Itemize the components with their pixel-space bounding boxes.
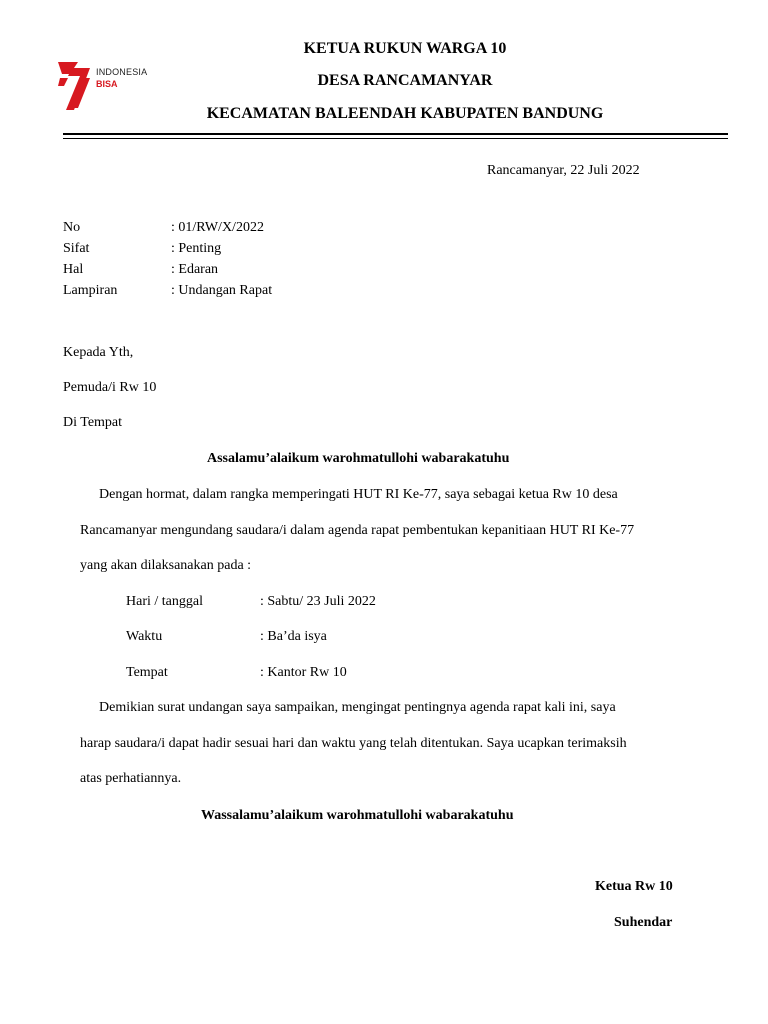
recipient-place: Di Tempat (63, 415, 123, 430)
body-p2-line2: harap saudara/i dapat hadir sesuai hari dan waktu yang telah ditentukan. Saya ucapkan terimaksih (80, 736, 627, 751)
body-p1-line2: Rancamanyar mengundang saudara/i dalam agenda rapat pembentukan kepanitiaan HUT RI Ke-77 (80, 523, 635, 538)
schedule-day-value: : Sabtu/ 23 Juli 2022 (260, 594, 376, 609)
body-p1-line3: yang akan dilaksanakan pada : (80, 558, 252, 573)
signature-name: Suhendar (614, 915, 673, 930)
meta-sifat-label: Sifat (63, 241, 90, 256)
meta-lampiran-label: Lampiran (63, 283, 118, 298)
schedule-time-value: : Ba’da isya (260, 629, 327, 644)
body-p2-line3: atas perhatiannya. (80, 771, 182, 786)
recipient-salutation: Kepada Yth, (63, 345, 134, 360)
body-p2-line1: Demikian surat undangan saya sampaikan, mengingat pentingnya agenda rapat kali ini, saya (99, 700, 616, 715)
header-rule-thick (63, 133, 728, 135)
schedule-time-label: Waktu (126, 629, 163, 644)
schedule-day-label: Hari / tanggal (126, 594, 203, 609)
header-rule-thin (63, 138, 728, 139)
opening-greeting: Assalamu’alaikum warohmatullohi wabarakatuhu (207, 451, 510, 466)
meta-no-label: No (63, 220, 81, 235)
header-org-title: KETUA RUKUN WARGA 10 (303, 40, 507, 57)
signature-title: Ketua Rw 10 (595, 879, 673, 894)
logo-text-indonesia: INDONESIA (96, 67, 148, 77)
header-village: DESA RANCAMANYAR (317, 72, 493, 89)
schedule-place-value: : Kantor Rw 10 (260, 665, 347, 680)
closing-greeting: Wassalamu’alaikum warohmatullohi wabarakatuhu (201, 808, 514, 823)
meta-lampiran-value: : Undangan Rapat (171, 283, 273, 298)
meta-sifat-value: : Penting (171, 241, 222, 256)
meta-hal-value: : Edaran (171, 262, 219, 277)
schedule-place-label: Tempat (126, 665, 168, 680)
header-district: KECAMATAN BALEENDAH KABUPATEN BANDUNG (206, 105, 604, 122)
recipient-name: Pemuda/i Rw 10 (63, 380, 157, 395)
meta-no-value: : 01/RW/X/2022 (171, 220, 264, 235)
logo-text-bisa: BISA (96, 79, 118, 89)
meta-hal-label: Hal (63, 262, 84, 277)
letter-date: Rancamanyar, 22 Juli 2022 (487, 163, 640, 178)
body-p1-line1: Dengan hormat, dalam rangka memperingati HUT RI Ke-77, saya sebagai ketua Rw 10 desa (99, 487, 618, 502)
